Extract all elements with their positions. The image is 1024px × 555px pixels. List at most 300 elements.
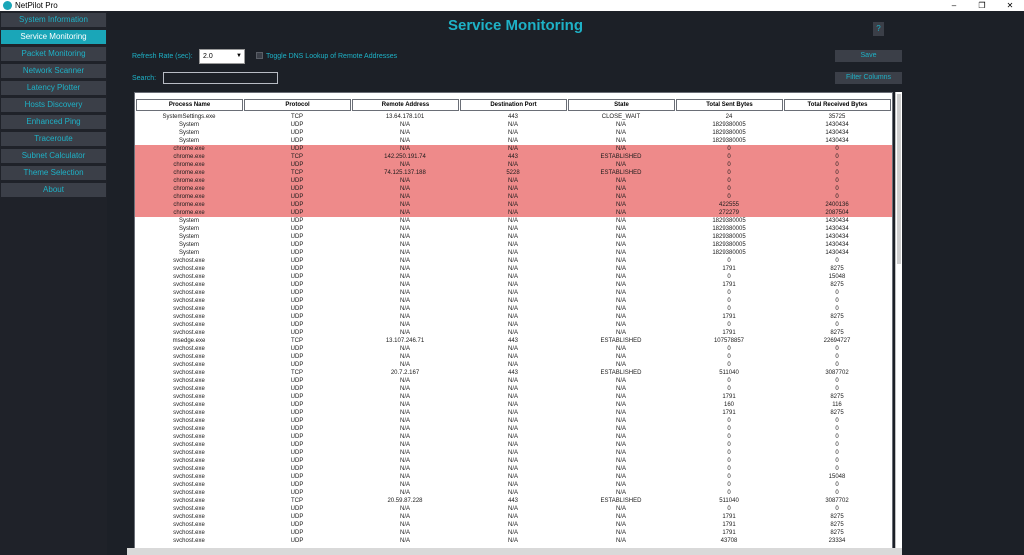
received-bytes-cell: 1430434 — [825, 138, 849, 144]
process-name-cell: svchost.exe — [173, 330, 205, 336]
remote-address-cell: N/A — [399, 290, 410, 296]
column-header-destination-port[interactable]: Destination Port — [460, 99, 567, 111]
state-cell: N/A — [615, 354, 626, 360]
table-row[interactable] — [135, 329, 892, 337]
received-bytes-cell: 3087702 — [825, 370, 849, 376]
process-name-cell: svchost.exe — [173, 282, 205, 288]
sidebar — [0, 11, 107, 555]
protocol-cell: UDP — [290, 410, 304, 416]
sent-bytes-cell: 1829380005 — [712, 218, 746, 224]
sent-bytes-cell: 1791 — [722, 266, 736, 272]
sent-bytes-cell: 272279 — [718, 210, 740, 216]
protocol-cell: UDP — [290, 538, 304, 544]
page-title: Service Monitoring — [447, 17, 584, 34]
table-row[interactable] — [135, 537, 892, 545]
destination-port-cell: 443 — [507, 370, 518, 376]
table-row[interactable] — [135, 193, 892, 201]
close-button[interactable]: ✕ — [1006, 1, 1014, 10]
protocol-cell: UDP — [290, 394, 304, 400]
destination-port-cell: N/A — [507, 122, 518, 128]
remote-address-cell: N/A — [399, 162, 410, 168]
table-row[interactable] — [135, 153, 892, 161]
protocol-cell: UDP — [290, 434, 304, 440]
remote-address-cell: N/A — [399, 426, 410, 432]
sent-bytes-cell: 0 — [727, 322, 731, 328]
sent-bytes-cell: 0 — [727, 490, 731, 496]
protocol-cell: UDP — [290, 242, 304, 248]
table-row[interactable] — [135, 529, 892, 537]
remote-address-cell: N/A — [399, 330, 410, 336]
remote-address-cell: N/A — [399, 186, 410, 192]
protocol-cell: UDP — [290, 362, 304, 368]
remote-address-cell: 20.7.2.167 — [390, 370, 420, 376]
received-bytes-cell: 8275 — [830, 330, 844, 336]
remote-address-cell: N/A — [399, 314, 410, 320]
table-row[interactable] — [135, 201, 892, 209]
process-name-cell: svchost.exe — [173, 498, 205, 504]
remote-address-cell: N/A — [399, 402, 410, 408]
process-name-cell: chrome.exe — [173, 186, 205, 192]
table-row[interactable] — [135, 433, 892, 441]
process-name-cell: svchost.exe — [173, 490, 205, 496]
protocol-cell: UDP — [290, 266, 304, 272]
state-cell: N/A — [615, 218, 626, 224]
process-name-cell: svchost.exe — [173, 362, 205, 368]
destination-port-cell: N/A — [507, 490, 518, 496]
process-name-cell: chrome.exe — [173, 162, 205, 168]
sent-bytes-cell: 1791 — [722, 522, 736, 528]
sent-bytes-cell: 0 — [727, 346, 731, 352]
destination-port-cell: N/A — [507, 330, 518, 336]
destination-port-cell: N/A — [507, 482, 518, 488]
received-bytes-cell: 0 — [835, 386, 839, 392]
destination-port-cell: N/A — [507, 266, 518, 272]
protocol-cell: UDP — [290, 282, 304, 288]
sidebar-item-theme-selection[interactable]: Theme Selection — [1, 166, 106, 180]
connections-table — [134, 92, 893, 555]
table-row[interactable] — [135, 233, 892, 241]
table-row[interactable] — [135, 273, 892, 281]
protocol-cell: UDP — [290, 522, 304, 528]
state-cell: N/A — [615, 266, 626, 272]
sent-bytes-cell: 0 — [727, 194, 731, 200]
remote-address-cell: N/A — [399, 394, 410, 400]
state-cell: N/A — [615, 306, 626, 312]
protocol-cell: UDP — [290, 458, 304, 464]
received-bytes-cell: 1430434 — [825, 218, 849, 224]
process-name-cell: SystemSettings.exe — [162, 114, 216, 120]
destination-port-cell: N/A — [507, 434, 518, 440]
sidebar-item-service-monitoring[interactable]: Service Monitoring — [1, 30, 106, 44]
sent-bytes-cell: 0 — [727, 306, 731, 312]
destination-port-cell: N/A — [507, 522, 518, 528]
process-name-cell: System — [178, 226, 199, 232]
table-row[interactable] — [135, 457, 892, 465]
received-bytes-cell: 15048 — [828, 474, 846, 480]
destination-port-cell: N/A — [507, 442, 518, 448]
protocol-cell: TCP — [291, 154, 303, 160]
protocol-cell: UDP — [290, 194, 304, 200]
process-name-cell: svchost.exe — [173, 466, 205, 472]
state-cell: N/A — [615, 330, 626, 336]
remote-address-cell: N/A — [399, 274, 410, 280]
state-cell: N/A — [615, 122, 626, 128]
received-bytes-cell: 0 — [835, 178, 839, 184]
received-bytes-cell: 8275 — [830, 514, 844, 520]
sidebar-item-traceroute[interactable]: Traceroute — [1, 132, 106, 146]
protocol-cell: UDP — [290, 162, 304, 168]
remote-address-cell: N/A — [399, 250, 410, 256]
received-bytes-cell: 0 — [835, 354, 839, 360]
remote-address-cell: N/A — [399, 458, 410, 464]
sent-bytes-cell: 0 — [727, 162, 731, 168]
remote-address-cell: N/A — [399, 482, 410, 488]
state-cell: ESTABLISHED — [600, 338, 642, 344]
process-name-cell: svchost.exe — [173, 290, 205, 296]
sent-bytes-cell: 511040 — [719, 370, 739, 376]
destination-port-cell: N/A — [507, 426, 518, 432]
protocol-cell: UDP — [290, 250, 304, 256]
sidebar-item-system-information[interactable]: System Information — [1, 13, 106, 27]
protocol-cell: UDP — [290, 234, 304, 240]
state-cell: ESTABLISHED — [600, 170, 642, 176]
protocol-cell: UDP — [290, 186, 304, 192]
received-bytes-cell: 8275 — [830, 522, 844, 528]
destination-port-cell: N/A — [507, 130, 518, 136]
received-bytes-cell: 0 — [835, 154, 839, 160]
column-header-process-name[interactable]: Process Name — [136, 99, 243, 111]
table-row[interactable] — [135, 217, 892, 225]
sent-bytes-cell: 0 — [727, 154, 731, 160]
process-name-cell: svchost.exe — [173, 402, 205, 408]
help-button[interactable]: ? — [873, 22, 884, 36]
sidebar-item-latency-plotter[interactable]: Latency Plotter — [1, 81, 106, 95]
horizontal-scrollbar[interactable] — [127, 548, 902, 555]
received-bytes-cell: 0 — [835, 290, 839, 296]
column-header-remote-address[interactable]: Remote Address — [352, 99, 459, 111]
table-row[interactable] — [135, 409, 892, 417]
process-name-cell: System — [178, 250, 199, 256]
table-row[interactable] — [135, 337, 892, 345]
state-cell: N/A — [615, 530, 626, 536]
table-row[interactable] — [135, 137, 892, 145]
state-cell: N/A — [615, 346, 626, 352]
refresh-rate-label: Refresh Rate (sec): — [132, 53, 193, 60]
sent-bytes-cell: 0 — [727, 450, 731, 456]
sent-bytes-cell: 0 — [727, 146, 731, 152]
protocol-cell: TCP — [291, 498, 303, 504]
sent-bytes-cell: 0 — [727, 458, 731, 464]
dns-lookup-checkbox[interactable] — [256, 52, 263, 59]
process-name-cell: svchost.exe — [173, 538, 205, 544]
destination-port-cell: N/A — [507, 466, 518, 472]
remote-address-cell: N/A — [399, 530, 410, 536]
process-name-cell: svchost.exe — [173, 274, 205, 280]
table-row[interactable] — [135, 425, 892, 433]
remote-address-cell: N/A — [399, 538, 410, 544]
remote-address-cell: N/A — [399, 218, 410, 224]
sent-bytes-cell: 0 — [727, 186, 731, 192]
state-cell: N/A — [615, 314, 626, 320]
protocol-cell: UDP — [290, 202, 304, 208]
destination-port-cell: N/A — [507, 402, 518, 408]
received-bytes-cell: 0 — [835, 490, 839, 496]
protocol-cell: UDP — [290, 290, 304, 296]
table-row[interactable] — [135, 169, 892, 177]
remote-address-cell: 20.59.87.228 — [387, 498, 423, 504]
sent-bytes-cell: 107578857 — [713, 338, 745, 344]
received-bytes-cell: 3087702 — [825, 498, 849, 504]
sidebar-item-enhanced-ping[interactable]: Enhanced Ping — [1, 115, 106, 129]
filter-columns-button[interactable]: Filter Columns — [835, 72, 902, 84]
destination-port-cell: N/A — [507, 146, 518, 152]
chevron-down-icon: ▼ — [236, 53, 242, 59]
table-row[interactable] — [135, 113, 892, 121]
protocol-cell: UDP — [290, 130, 304, 136]
received-bytes-cell: 0 — [835, 186, 839, 192]
received-bytes-cell: 8275 — [830, 530, 844, 536]
refresh-rate-select[interactable] — [199, 49, 245, 64]
scrollbar-thumb[interactable] — [897, 94, 901, 264]
received-bytes-cell: 1430434 — [825, 122, 849, 128]
sent-bytes-cell: 0 — [727, 482, 731, 488]
remote-address-cell: N/A — [399, 242, 410, 248]
sent-bytes-cell: 1791 — [722, 314, 736, 320]
state-cell: N/A — [615, 186, 626, 192]
state-cell: N/A — [615, 466, 626, 472]
received-bytes-cell: 0 — [835, 194, 839, 200]
process-name-cell: svchost.exe — [173, 450, 205, 456]
remote-address-cell: N/A — [399, 258, 410, 264]
received-bytes-cell: 1430434 — [825, 130, 849, 136]
process-name-cell: svchost.exe — [173, 298, 205, 304]
sidebar-item-about[interactable]: About — [1, 183, 106, 197]
received-bytes-cell: 0 — [835, 162, 839, 168]
protocol-cell: UDP — [290, 450, 304, 456]
destination-port-cell: N/A — [507, 162, 518, 168]
sidebar-item-network-scanner[interactable]: Network Scanner — [1, 64, 106, 78]
received-bytes-cell: 8275 — [830, 410, 844, 416]
protocol-cell: UDP — [290, 298, 304, 304]
remote-address-cell: N/A — [399, 418, 410, 424]
process-name-cell: svchost.exe — [173, 442, 205, 448]
app-logo-icon — [3, 1, 12, 10]
table-row[interactable] — [135, 521, 892, 529]
sidebar-item-subnet-calculator[interactable]: Subnet Calculator — [1, 149, 106, 163]
save-button[interactable]: Save — [835, 50, 902, 62]
table-row[interactable] — [135, 265, 892, 273]
received-bytes-cell: 0 — [835, 482, 839, 488]
table-row[interactable] — [135, 281, 892, 289]
table-row[interactable] — [135, 161, 892, 169]
table-row[interactable] — [135, 489, 892, 497]
remote-address-cell: N/A — [399, 506, 410, 512]
table-row[interactable] — [135, 505, 892, 513]
state-cell: N/A — [615, 242, 626, 248]
destination-port-cell: N/A — [507, 274, 518, 280]
column-header-protocol[interactable]: Protocol — [244, 99, 351, 111]
protocol-cell: UDP — [290, 514, 304, 520]
remote-address-cell: 13.107.246.71 — [385, 338, 425, 344]
process-name-cell: System — [178, 122, 199, 128]
table-row[interactable] — [135, 321, 892, 329]
table-row[interactable] — [135, 249, 892, 257]
protocol-cell: UDP — [290, 474, 304, 480]
remote-address-cell: N/A — [399, 130, 410, 136]
table-row[interactable] — [135, 177, 892, 185]
process-name-cell: svchost.exe — [173, 474, 205, 480]
table-row[interactable] — [135, 401, 892, 409]
table-row[interactable] — [135, 369, 892, 377]
table-row[interactable] — [135, 385, 892, 393]
received-bytes-cell: 0 — [835, 298, 839, 304]
sent-bytes-cell: 1829380005 — [712, 122, 746, 128]
protocol-cell: UDP — [290, 226, 304, 232]
destination-port-cell: N/A — [507, 346, 518, 352]
received-bytes-cell: 8275 — [830, 266, 844, 272]
remote-address-cell: N/A — [399, 490, 410, 496]
state-cell: CLOSE_WAIT — [601, 114, 641, 120]
state-cell: N/A — [615, 290, 626, 296]
app-title: NetPilot Pro — [15, 1, 58, 10]
received-bytes-cell: 1430434 — [825, 242, 849, 248]
sidebar-item-hosts-discovery[interactable]: Hosts Discovery — [1, 98, 106, 112]
protocol-cell: UDP — [290, 146, 304, 152]
received-bytes-cell: 1430434 — [825, 234, 849, 240]
state-cell: N/A — [615, 378, 626, 384]
received-bytes-cell: 116 — [832, 402, 842, 408]
received-bytes-cell: 0 — [835, 458, 839, 464]
refresh-rate-value: 2.0 — [203, 53, 213, 60]
destination-port-cell: N/A — [507, 290, 518, 296]
table-row[interactable] — [135, 441, 892, 449]
state-cell: N/A — [615, 162, 626, 168]
sent-bytes-cell: 1791 — [722, 514, 736, 520]
table-row[interactable] — [135, 209, 892, 217]
destination-port-cell: N/A — [507, 362, 518, 368]
remote-address-cell: N/A — [399, 514, 410, 520]
protocol-cell: UDP — [290, 122, 304, 128]
protocol-cell: TCP — [291, 338, 303, 344]
received-bytes-cell: 0 — [835, 306, 839, 312]
protocol-cell: UDP — [290, 378, 304, 384]
remote-address-cell: N/A — [399, 298, 410, 304]
maximize-button[interactable]: ❐ — [978, 1, 986, 10]
table-row[interactable] — [135, 361, 892, 369]
destination-port-cell: N/A — [507, 194, 518, 200]
remote-address-cell: 142.250.191.74 — [384, 154, 426, 160]
table-row[interactable] — [135, 121, 892, 129]
table-row[interactable] — [135, 185, 892, 193]
table-row[interactable] — [135, 449, 892, 457]
column-header-total-sent-bytes[interactable]: Total Sent Bytes — [676, 99, 783, 111]
sent-bytes-cell: 1791 — [722, 394, 736, 400]
destination-port-cell: N/A — [507, 322, 518, 328]
minimize-button[interactable]: – — [951, 1, 957, 10]
table-row[interactable] — [135, 313, 892, 321]
destination-port-cell: N/A — [507, 418, 518, 424]
destination-port-cell: N/A — [507, 314, 518, 320]
state-cell: ESTABLISHED — [600, 370, 642, 376]
column-header-total-received-bytes[interactable]: Total Received Bytes — [784, 99, 891, 111]
state-cell: N/A — [615, 250, 626, 256]
table-row[interactable] — [135, 513, 892, 521]
table-row[interactable] — [135, 289, 892, 297]
table-row[interactable] — [135, 225, 892, 233]
search-input[interactable] — [163, 72, 278, 84]
remote-address-cell: N/A — [399, 442, 410, 448]
state-cell: N/A — [615, 410, 626, 416]
sent-bytes-cell: 1791 — [722, 282, 736, 288]
column-header-state[interactable]: State — [568, 99, 675, 111]
protocol-cell: UDP — [290, 402, 304, 408]
table-row[interactable] — [135, 345, 892, 353]
protocol-cell: UDP — [290, 354, 304, 360]
table-row[interactable] — [135, 353, 892, 361]
received-bytes-cell: 35725 — [828, 114, 846, 120]
state-cell: N/A — [615, 402, 626, 408]
table-row[interactable] — [135, 145, 892, 153]
table-row[interactable] — [135, 473, 892, 481]
received-bytes-cell: 2400136 — [825, 202, 849, 208]
received-bytes-cell: 2087504 — [825, 210, 849, 216]
protocol-cell: UDP — [290, 346, 304, 352]
remote-address-cell: N/A — [399, 410, 410, 416]
remote-address-cell: N/A — [399, 210, 410, 216]
table-row[interactable] — [135, 497, 892, 505]
sidebar-item-packet-monitoring[interactable]: Packet Monitoring — [1, 47, 106, 61]
destination-port-cell: N/A — [507, 410, 518, 416]
table-row[interactable] — [135, 297, 892, 305]
remote-address-cell: N/A — [399, 354, 410, 360]
state-cell: N/A — [615, 418, 626, 424]
sent-bytes-cell: 24 — [725, 114, 733, 120]
vertical-scrollbar[interactable] — [895, 92, 902, 555]
table-row[interactable] — [135, 241, 892, 249]
table-row[interactable] — [135, 305, 892, 313]
table-row[interactable] — [135, 393, 892, 401]
sent-bytes-cell: 160 — [723, 402, 734, 408]
table-row[interactable] — [135, 417, 892, 425]
table-row[interactable] — [135, 129, 892, 137]
destination-port-cell: N/A — [507, 514, 518, 520]
process-name-cell: chrome.exe — [173, 170, 205, 176]
destination-port-cell: N/A — [507, 506, 518, 512]
process-name-cell: svchost.exe — [173, 530, 205, 536]
table-row[interactable] — [135, 377, 892, 385]
process-name-cell: svchost.exe — [173, 314, 205, 320]
title-bar — [0, 0, 1024, 11]
process-name-cell: svchost.exe — [173, 370, 205, 376]
process-name-cell: chrome.exe — [173, 146, 205, 152]
state-cell: N/A — [615, 482, 626, 488]
protocol-cell: UDP — [290, 178, 304, 184]
remote-address-cell: N/A — [399, 362, 410, 368]
state-cell: N/A — [615, 394, 626, 400]
protocol-cell: UDP — [290, 330, 304, 336]
table-row[interactable] — [135, 481, 892, 489]
table-row[interactable] — [135, 465, 892, 473]
table-row[interactable] — [135, 257, 892, 265]
destination-port-cell: N/A — [507, 474, 518, 480]
state-cell: N/A — [615, 322, 626, 328]
destination-port-cell: N/A — [507, 242, 518, 248]
process-name-cell: svchost.exe — [173, 514, 205, 520]
process-name-cell: chrome.exe — [173, 210, 205, 216]
sent-bytes-cell: 1829380005 — [712, 226, 746, 232]
sent-bytes-cell: 0 — [727, 170, 731, 176]
remote-address-cell: N/A — [399, 450, 410, 456]
